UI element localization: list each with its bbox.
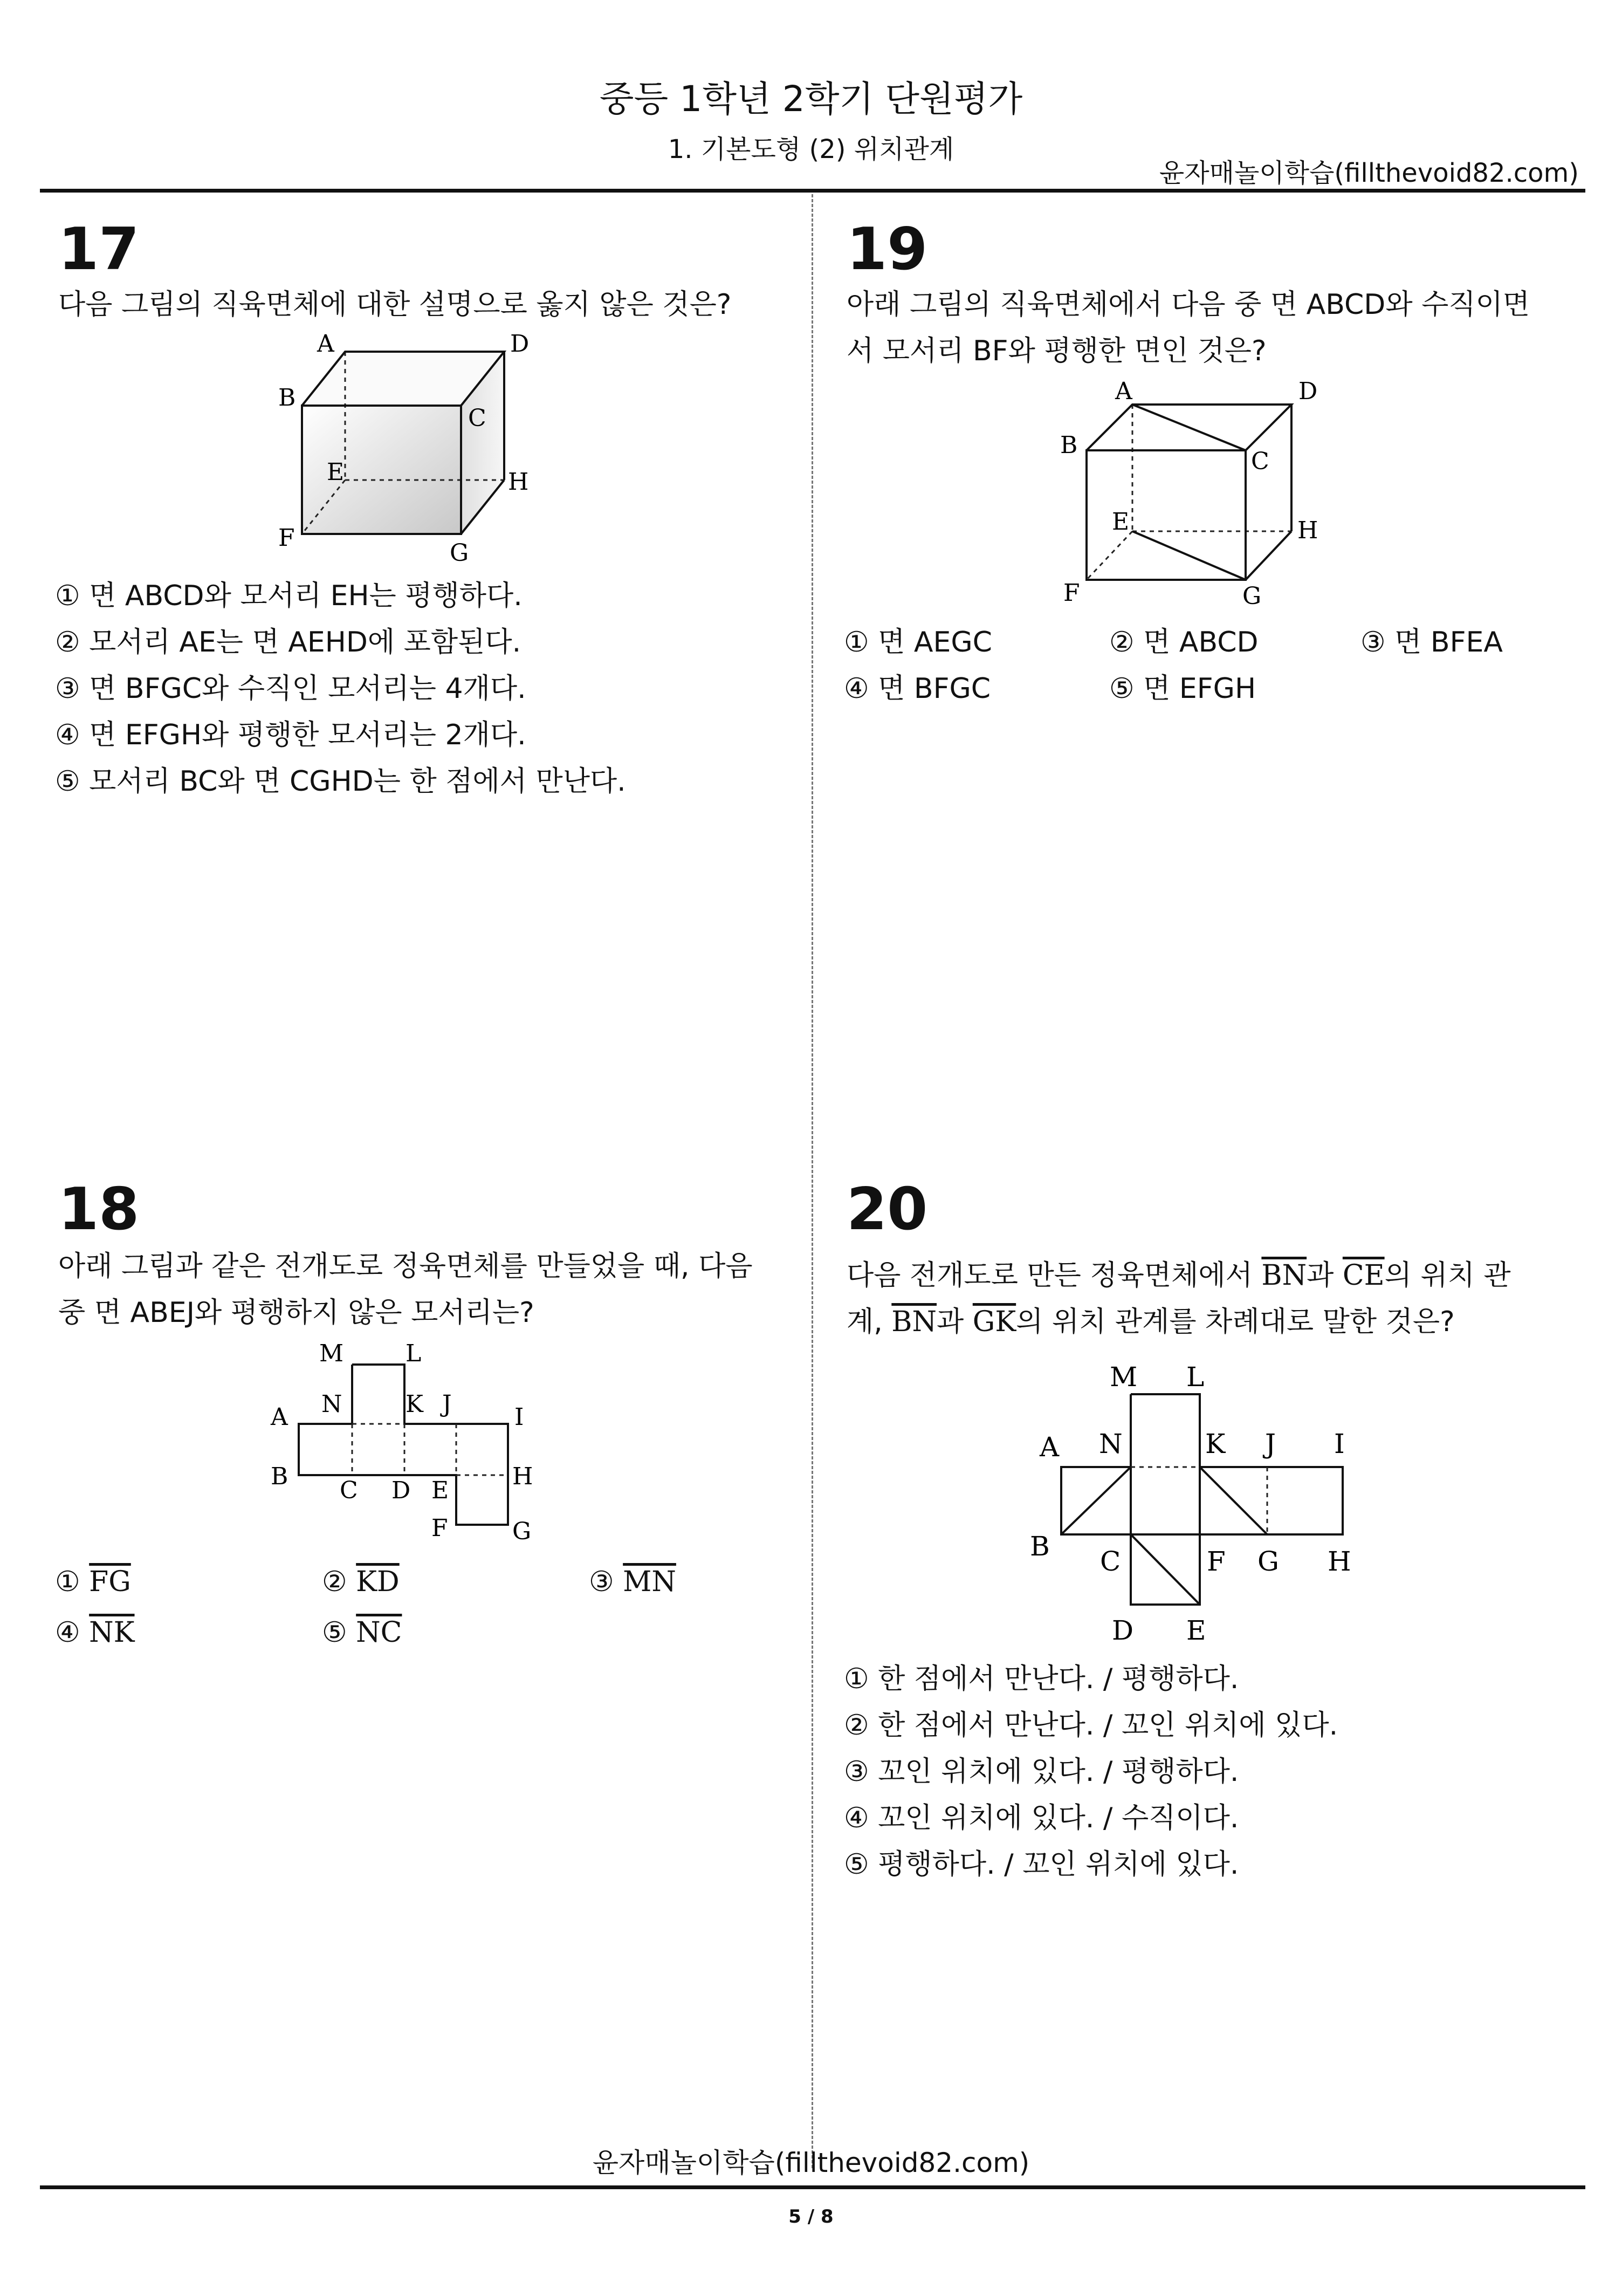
question-number: 20 bbox=[847, 1176, 928, 1243]
option-1[interactable]: ① 면 AEGC bbox=[844, 626, 992, 659]
question-number: 17 bbox=[58, 216, 140, 283]
vertex-label-D: D bbox=[1112, 1615, 1134, 1646]
page-number: 5 / 8 bbox=[788, 2206, 834, 2228]
vertex-label-E: E bbox=[431, 1477, 449, 1504]
option-4[interactable]: ④ 면 EFGH와 평행한 모서리는 2개다. bbox=[55, 719, 526, 751]
vertex-label-C: C bbox=[1100, 1546, 1121, 1577]
option-4[interactable]: ④ 꼬인 위치에 있다. / 수직이다. bbox=[844, 1802, 1239, 1834]
vertex-label-H: H bbox=[1297, 517, 1318, 544]
question-text: 아래 그림과 같은 전개도로 정육면체를 만들었을 때, 다음 중 면 ABEJ와 평행하지 않은 모서리는? bbox=[58, 1250, 753, 1329]
options-list bbox=[844, 1656, 1338, 1888]
page-subtitle: 1. 기본도형 (2) 위치관계 bbox=[668, 134, 954, 165]
vertex-label-G: G bbox=[1242, 582, 1262, 610]
vertex-label-J: J bbox=[442, 1390, 452, 1418]
question-text: 다음 전개도로 만든 정육면체에서 $\overline{BN}$과 $\overline{CE}$의 위치 관 계, $\overline{BN}$과 $\overline{GK}$의 위치 관계를 차례대로 말한 것은? bbox=[847, 1259, 1511, 1338]
vertex-label-B: B bbox=[1060, 431, 1078, 459]
vertex-label-H: H bbox=[512, 1463, 533, 1490]
footer-rule bbox=[40, 2185, 1585, 2189]
vertex-label-F: F bbox=[278, 524, 295, 552]
vertex-label-N: N bbox=[321, 1390, 342, 1418]
vertex-label-I: I bbox=[1334, 1428, 1345, 1459]
brand-footer: 윤자매놀이학습(fillthevoid82.com) bbox=[592, 2147, 1030, 2178]
option-2[interactable]: ② $\overline{KD}$ bbox=[322, 1566, 400, 1598]
header-rule bbox=[40, 189, 1585, 193]
vertex-label-A: A bbox=[317, 330, 334, 358]
vertex-label-A: A bbox=[1040, 1431, 1060, 1463]
vertex-label-L: L bbox=[406, 1343, 422, 1367]
question-text: 아래 그림의 직육면체에서 다음 중 면 ABCD와 수직이면서 모서리 BF와 평행한 면인 것은? bbox=[847, 289, 1530, 367]
vertex-label-G: G bbox=[512, 1518, 532, 1545]
option-3[interactable]: ③ $\overline{MN}$ bbox=[589, 1566, 676, 1598]
option-3[interactable]: ③ 면 BFEA bbox=[1360, 626, 1503, 659]
question-number: 19 bbox=[847, 216, 928, 283]
vertex-label-I: I bbox=[514, 1403, 524, 1431]
vertex-label-N: N bbox=[1099, 1428, 1123, 1459]
vertex-label-G: G bbox=[450, 539, 469, 567]
vertex-label-E: E bbox=[1186, 1615, 1206, 1646]
option-5[interactable]: ⑤ $\overline{NC}$ bbox=[322, 1616, 402, 1649]
option-4[interactable]: ④ 면 BFGC bbox=[844, 673, 991, 705]
vertex-label-F: F bbox=[1063, 579, 1080, 607]
cuboid-figure bbox=[1051, 372, 1332, 615]
vertex-label-K: K bbox=[406, 1390, 423, 1418]
option-5[interactable]: ⑤ 면 EFGH bbox=[1109, 673, 1256, 705]
vertex-label-F: F bbox=[431, 1514, 448, 1542]
vertex-label-H: H bbox=[1328, 1546, 1351, 1577]
option-2[interactable]: ② 면 ABCD bbox=[1109, 626, 1259, 659]
option-3[interactable]: ③ 면 BFGC와 수직인 모서리는 4개다. bbox=[55, 673, 526, 705]
vertex-label-L: L bbox=[1186, 1361, 1205, 1393]
vertex-label-B: B bbox=[271, 1463, 288, 1490]
option-1[interactable]: ① $\overline{FG}$ bbox=[55, 1566, 131, 1598]
question-text: 다음 그림의 직육면체에 대한 설명으로 옳지 않은 것은? bbox=[58, 289, 732, 321]
option-1[interactable]: ① 한 점에서 만난다. / 평행하다. bbox=[844, 1663, 1239, 1695]
option-3[interactable]: ③ 꼬인 위치에 있다. / 평행하다. bbox=[844, 1756, 1239, 1788]
options-list bbox=[55, 573, 626, 805]
vertex-label-G: G bbox=[1257, 1546, 1279, 1577]
question-number: 18 bbox=[58, 1176, 140, 1243]
vertex-label-F: F bbox=[1207, 1546, 1226, 1577]
option-5[interactable]: ⑤ 모서리 BC와 면 CGHD는 한 점에서 만난다. bbox=[55, 765, 626, 798]
vertex-label-D: D bbox=[1298, 378, 1318, 405]
cube-net-figure bbox=[259, 1343, 561, 1553]
vertex-label-B: B bbox=[1030, 1531, 1050, 1562]
option-2[interactable]: ② 한 점에서 만난다. / 꼬인 위치에 있다. bbox=[844, 1709, 1338, 1742]
vertex-label-H: H bbox=[508, 468, 529, 496]
page-title: 중등 1학년 2학기 단원평가 bbox=[599, 78, 1023, 120]
cuboid-figure bbox=[259, 324, 561, 572]
brand-header: 윤자매놀이학습(fillthevoid82.com) bbox=[1159, 158, 1579, 188]
vertex-label-E: E bbox=[1112, 508, 1130, 536]
vertex-label-A: A bbox=[271, 1403, 288, 1431]
option-2[interactable]: ② 모서리 AE는 면 AEHD에 포함된다. bbox=[55, 626, 521, 659]
vertex-label-B: B bbox=[278, 384, 296, 412]
option-1[interactable]: ① 면 ABCD와 모서리 EH는 평행하다. bbox=[55, 580, 523, 612]
column-divider bbox=[812, 194, 813, 2168]
vertex-label-K: K bbox=[1205, 1428, 1226, 1459]
vertex-label-M: M bbox=[1110, 1361, 1138, 1393]
option-4[interactable]: ④ $\overline{NK}$ bbox=[55, 1616, 135, 1649]
vertex-label-M: M bbox=[319, 1343, 344, 1367]
option-5[interactable]: ⑤ 평행하다. / 꼬인 위치에 있다. bbox=[844, 1848, 1239, 1881]
cube-net-figure bbox=[1025, 1348, 1370, 1656]
vertex-label-D: D bbox=[391, 1477, 411, 1504]
vertex-label-D: D bbox=[510, 330, 530, 358]
vertex-label-C: C bbox=[340, 1477, 358, 1504]
vertex-label-E: E bbox=[327, 458, 345, 486]
vertex-label-J: J bbox=[1265, 1428, 1276, 1459]
vertex-label-C: C bbox=[468, 405, 486, 432]
vertex-label-C: C bbox=[1251, 448, 1269, 475]
vertex-label-A: A bbox=[1115, 378, 1132, 405]
